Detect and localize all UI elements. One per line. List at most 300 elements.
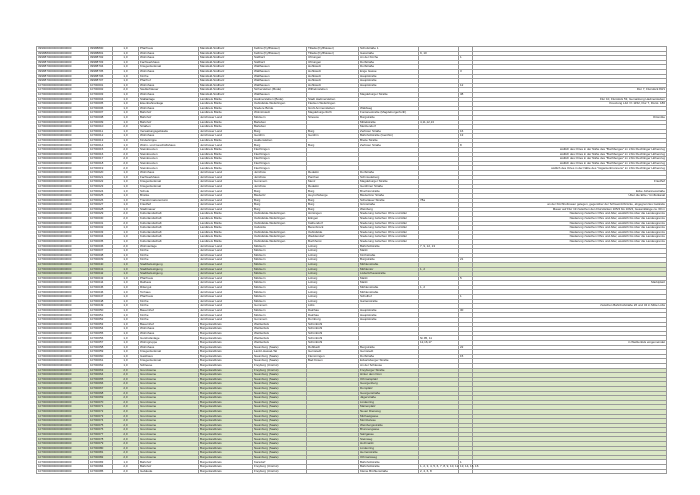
row-count-cell[interactable]: 1,0 <box>113 350 139 355</box>
row-type-cell[interactable]: Grenzsteine <box>139 423 199 428</box>
row-street-cell[interactable]: Weinbergsstraße <box>359 423 419 428</box>
row-district-cell[interactable]: Jerichower Land <box>199 115 253 120</box>
row-locality-cell[interactable]: Magdeburgerforth <box>307 111 359 116</box>
row-code-cell[interactable]: 10700020 <box>89 171 113 176</box>
row-locality-cell[interactable]: Hohlstedt <box>307 79 359 84</box>
row-number-cell[interactable]: 2, 4, 6, 8 <box>419 469 459 474</box>
row-municipality-cell[interactable]: Möckern <box>253 244 307 249</box>
row-street-cell[interactable]: Freyburger Straße <box>359 368 419 373</box>
row-type-cell[interactable]: Siedlerhäuser <box>139 88 199 93</box>
row-street-cell[interactable]: Bahnhofstraße <box>359 244 419 249</box>
row-code-cell[interactable]: 10700052 <box>89 318 113 323</box>
row-type-cell[interactable]: Pfarrhaus <box>139 276 199 281</box>
row-locality-cell[interactable]: Dalchau <box>307 313 359 318</box>
row-locality-cell[interactable]: Uftrungen <box>307 56 359 61</box>
row-count-cell[interactable]: 1,0 <box>113 313 139 318</box>
row-code-cell[interactable]: 10700027 <box>89 203 113 208</box>
row-code-cell[interactable]: 10700047 <box>89 295 113 300</box>
row-code-cell[interactable]: 10700012 <box>89 134 113 139</box>
row-street-cell[interactable]: Bahnhofstraße <box>359 465 419 470</box>
row-code-cell[interactable]: 10700044 <box>89 281 113 286</box>
row-type-cell[interactable]: Kirche <box>139 304 199 309</box>
row-count-cell[interactable]: 2,0 <box>113 419 139 424</box>
row-street-cell[interactable]: Burgstraße <box>359 115 419 120</box>
row-id-cell[interactable]: 10700000000000000000 <box>37 152 89 157</box>
row-district-cell[interactable]: Landkreis Börde <box>199 97 253 102</box>
row-code-cell[interactable]: 10700010 <box>89 125 113 130</box>
row-count-cell[interactable]: 1,0 <box>113 267 139 272</box>
row-type-cell[interactable]: Kulturlandschaft <box>139 239 199 244</box>
row-locality-cell[interactable]: Hohlstedt <box>307 83 359 88</box>
row-value-cell[interactable]: 30 <box>459 308 473 313</box>
row-type-cell[interactable]: Grenzsteine <box>139 382 199 387</box>
row-street-cell[interactable]: Enge Gasse <box>359 69 419 74</box>
row-note-cell[interactable]: Flur 7, Flurstück 83/1 <box>473 88 667 93</box>
row-id-cell[interactable]: 10700000000000000000 <box>37 194 89 199</box>
row-count-cell[interactable]: 1,0 <box>113 331 139 336</box>
row-district-cell[interactable]: Jerichower Land <box>199 281 253 286</box>
row-note-cell[interactable]: Über die Ehle / Umflutkanal <box>473 194 667 199</box>
row-code-cell[interactable]: 10700056 <box>89 336 113 341</box>
row-locality-cell[interactable]: Loburg <box>307 249 359 254</box>
row-code-cell[interactable]: 10700038 <box>89 253 113 258</box>
row-code-cell[interactable]: 10700073 <box>89 414 113 419</box>
row-district-cell[interactable]: Burgenlandkreis <box>199 354 253 359</box>
row-type-cell[interactable]: Wohnhaus <box>139 327 199 332</box>
row-street-cell[interactable]: Burgstraße <box>359 258 419 263</box>
row-district-cell[interactable]: Burgenlandkreis <box>199 423 253 428</box>
row-note-cell[interactable]: Niederung zwischen Ohre und Aller, westlich bis über die Landesgrenze <box>473 230 667 235</box>
row-locality-cell[interactable]: Loburg <box>307 262 359 267</box>
row-municipality-cell[interactable]: Naumburg (Saale) <box>253 409 307 414</box>
row-district-cell[interactable]: Landkreis Börde <box>199 226 253 231</box>
row-district-cell[interactable]: Burgenlandkreis <box>199 414 253 419</box>
row-street-cell[interactable]: Georgenberg <box>359 382 419 387</box>
row-type-cell[interactable]: Gebäude <box>139 469 199 474</box>
row-municipality-cell[interactable]: Karsdorf <box>253 460 307 465</box>
row-district-cell[interactable]: Jerichower Land <box>199 308 253 313</box>
row-type-cell[interactable]: Wohnhaus <box>139 134 199 139</box>
row-municipality-cell[interactable]: Flechtingen <box>253 161 307 166</box>
row-street-cell[interactable]: Weinberg <box>359 207 419 212</box>
row-id-cell[interactable]: 10700000000000000000 <box>37 281 89 286</box>
row-municipality-cell[interactable]: Flechtingen <box>253 148 307 153</box>
row-type-cell[interactable]: Kulturlandschaft <box>139 212 199 217</box>
row-count-cell[interactable]: 2,0 <box>113 400 139 405</box>
row-municipality-cell[interactable]: Naumburg (Saale) <box>253 396 307 401</box>
row-code-cell[interactable]: 10700060 <box>89 354 113 359</box>
row-street-cell[interactable]: Hauptstraße <box>359 308 419 313</box>
row-value-cell[interactable]: 13 <box>459 134 473 139</box>
row-code-cell[interactable]: 10700019 <box>89 166 113 171</box>
row-id-cell[interactable]: 10700000000000000000 <box>37 386 89 391</box>
row-count-cell[interactable]: 1,0 <box>113 207 139 212</box>
row-district-cell[interactable]: Burgenlandkreis <box>199 432 253 437</box>
row-district-cell[interactable]: Landkreis Börde <box>199 216 253 221</box>
row-type-cell[interactable]: Stadtbefestigung <box>139 262 199 267</box>
row-municipality-cell[interactable]: Möckern <box>253 249 307 254</box>
row-code-cell[interactable]: 10700011 <box>89 129 113 134</box>
row-municipality-cell[interactable]: Hadmersleben (Bode) <box>253 97 307 102</box>
row-code-cell[interactable]: 10700028 <box>89 207 113 212</box>
row-locality-cell[interactable]: Menz <box>307 180 359 185</box>
row-type-cell[interactable]: Wohnanlage <box>139 244 199 249</box>
row-street-cell[interactable]: Hauptstraße <box>359 318 419 323</box>
row-type-cell[interactable]: Kulturlandschaft <box>139 230 199 235</box>
row-code-cell[interactable]: 10700017 <box>89 157 113 162</box>
row-type-cell[interactable]: Grenzsteine <box>139 419 199 424</box>
row-locality-cell[interactable]: Loburg <box>307 299 359 304</box>
row-code-cell[interactable]: 10700077 <box>89 432 113 437</box>
row-district-cell[interactable]: Jerichower Land <box>199 304 253 309</box>
row-count-cell[interactable]: 1,0 <box>113 354 139 359</box>
row-id-cell[interactable]: 10700000000000000000 <box>37 308 89 313</box>
row-municipality-cell[interactable]: Oebisfelde-Weferlingen <box>253 235 307 240</box>
row-district-cell[interactable]: Burgenlandkreis <box>199 322 253 327</box>
row-district-cell[interactable]: Landkreis Börde <box>199 125 253 130</box>
row-code-cell[interactable]: 10700037 <box>89 249 113 254</box>
row-count-cell[interactable]: 1,0 <box>113 262 139 267</box>
row-count-cell[interactable]: 2,0 <box>113 377 139 382</box>
row-type-cell[interactable]: Grenzsteine <box>139 377 199 382</box>
row-id-cell[interactable]: 09988700000000000000 <box>37 74 89 79</box>
row-type-cell[interactable]: Grenzsteine <box>139 373 199 378</box>
row-municipality-cell[interactable]: Weißenfels <box>253 341 307 346</box>
row-type-cell[interactable]: Fachwerkhaus <box>139 60 199 65</box>
row-municipality-cell[interactable]: Möckern <box>253 295 307 300</box>
row-type-cell[interactable]: Wohnhaus <box>139 69 199 74</box>
row-type-cell[interactable]: Schule <box>139 189 199 194</box>
row-code-cell[interactable]: 10700085 <box>89 469 113 474</box>
row-type-cell[interactable]: Steinkreuzen <box>139 166 199 171</box>
row-id-cell[interactable]: 10700000000000000000 <box>37 451 89 456</box>
row-municipality-cell[interactable]: Weißenfels <box>253 331 307 336</box>
row-count-cell[interactable]: 2,0 <box>113 244 139 249</box>
row-locality-cell[interactable]: Bad Kösen <box>307 359 359 364</box>
row-id-cell[interactable]: 10700000000000000000 <box>37 120 89 125</box>
row-municipality-cell[interactable]: Freyburg (Unstrut) <box>253 465 307 470</box>
row-code-cell[interactable]: 10700002 <box>89 88 113 93</box>
row-municipality-cell[interactable]: Burg <box>253 198 307 203</box>
row-district-cell[interactable]: Jerichower Land <box>199 198 253 203</box>
row-code-cell[interactable]: 10700006 <box>89 106 113 111</box>
row-count-cell[interactable]: 2,0 <box>113 166 139 171</box>
row-locality-cell[interactable]: Stresow <box>307 115 359 120</box>
row-id-cell[interactable]: 10700000000000000000 <box>37 207 89 212</box>
row-code-cell[interactable]: 10700046 <box>89 290 113 295</box>
row-municipality-cell[interactable]: Naumburg (Saale) <box>253 391 307 396</box>
row-count-cell[interactable]: 1,0 <box>113 129 139 134</box>
row-code-cell[interactable]: 10700051 <box>89 313 113 318</box>
row-district-cell[interactable]: Burgenlandkreis <box>199 341 253 346</box>
row-municipality-cell[interactable]: Gommern <box>253 180 307 185</box>
row-id-cell[interactable]: 10700000000000000000 <box>37 129 89 134</box>
row-value-cell[interactable]: 22 <box>459 345 473 350</box>
row-note-cell[interactable]: südlich des Ortes in der Nähe des "Gigantenbrunnens" im LSG Flechtinger Höhenzug <box>473 166 667 171</box>
row-municipality-cell[interactable]: Wallhausen <box>253 74 307 79</box>
row-street-cell[interactable]: Bahnhofstraße (Genthin) <box>359 134 419 139</box>
row-count-cell[interactable]: 1,0 <box>113 235 139 240</box>
row-street-cell[interactable]: Niederung zwischen Ohre und Aller <box>359 230 419 235</box>
row-id-cell[interactable]: 09988700000000000000 <box>37 60 89 65</box>
row-street-cell[interactable]: Kirchstraße <box>359 253 419 258</box>
row-street-cell[interactable]: Domplatz <box>359 386 419 391</box>
row-street-cell[interactable]: Neuer Dienweg <box>359 409 419 414</box>
row-id-cell[interactable]: 10700000000000000000 <box>37 161 89 166</box>
row-count-cell[interactable]: 2,0 <box>113 432 139 437</box>
row-code-cell[interactable]: 10700004 <box>89 97 113 102</box>
row-id-cell[interactable]: 10700000000000000000 <box>37 354 89 359</box>
row-note-cell[interactable]: südlich des Ortes in der Nähe des "Buchberges" im LSG Flechtinger Höhenzug <box>473 157 667 162</box>
row-district-cell[interactable]: Landkreis Börde <box>199 239 253 244</box>
row-code-cell[interactable]: 10700005 <box>89 102 113 107</box>
row-code-cell[interactable]: 10700076 <box>89 428 113 433</box>
row-type-cell[interactable]: Kirche <box>139 299 199 304</box>
row-count-cell[interactable]: 1,0 <box>113 74 139 79</box>
row-code-cell[interactable]: 10700057 <box>89 341 113 346</box>
row-count-cell[interactable]: 1,0 <box>113 345 139 350</box>
row-id-cell[interactable]: 10700000000000000000 <box>37 230 89 235</box>
row-municipality-cell[interactable]: Calvörde <box>253 226 307 231</box>
row-street-cell[interactable]: Niederung zwischen Ohre und Aller <box>359 226 419 231</box>
row-count-cell[interactable]: 1,0 <box>113 143 139 148</box>
row-municipality-cell[interactable]: Lanitz-Hassel-Tal <box>253 350 307 355</box>
row-id-cell[interactable]: 10700000000000000000 <box>37 442 89 447</box>
row-count-cell[interactable]: 1,0 <box>113 102 139 107</box>
row-count-cell[interactable]: 1,0 <box>113 239 139 244</box>
row-municipality-cell[interactable]: Möckern <box>253 299 307 304</box>
row-id-cell[interactable]: 10700000000000000000 <box>37 382 89 387</box>
row-code-cell[interactable]: 10700048 <box>89 299 113 304</box>
row-type-cell[interactable]: Schleuse <box>139 363 199 368</box>
row-id-cell[interactable]: 10700000000000000000 <box>37 446 89 451</box>
row-type-cell[interactable]: Pfarrhaus <box>139 47 199 52</box>
row-street-cell[interactable]: Niederung zwischen Ohre und Aller <box>359 235 419 240</box>
row-value-cell[interactable]: 38 <box>459 92 473 97</box>
row-locality-cell[interactable]: Flecken Weferlingen <box>307 102 359 107</box>
row-type-cell[interactable]: Kirche <box>139 258 199 263</box>
row-municipality-cell[interactable]: Biederitz <box>253 194 307 199</box>
row-type-cell[interactable]: Kriegerdenkmal <box>139 180 199 185</box>
row-code-cell[interactable]: 10700082 <box>89 455 113 460</box>
row-value-cell[interactable] <box>459 469 473 474</box>
row-street-cell[interactable]: Schartauer Straße <box>359 198 419 203</box>
row-municipality-cell[interactable]: Barleben <box>253 125 307 130</box>
row-municipality-cell[interactable]: Sichersleben (Bode) <box>253 88 307 93</box>
row-municipality-cell[interactable]: Oebisfelde-Weferlingen <box>253 216 307 221</box>
row-municipality-cell[interactable]: Naumburg (Saale) <box>253 405 307 410</box>
row-district-cell[interactable]: Burgenlandkreis <box>199 391 253 396</box>
row-locality-cell[interactable]: Loburg <box>307 295 359 300</box>
row-type-cell[interactable]: Brücke <box>139 194 199 199</box>
row-district-cell[interactable]: Mansfeld-Südharz <box>199 47 253 52</box>
row-type-cell[interactable]: Wohnhaus <box>139 331 199 336</box>
row-count-cell[interactable]: 1,0 <box>113 120 139 125</box>
row-count-cell[interactable]: 1,0 <box>113 60 139 65</box>
row-id-cell[interactable]: 09988700000000000000 <box>37 79 89 84</box>
row-code-cell[interactable]: 10700025 <box>89 194 113 199</box>
row-municipality-cell[interactable]: Weißenfels <box>253 336 307 341</box>
row-municipality-cell[interactable]: Flechtingen <box>253 157 307 162</box>
row-count-cell[interactable]: 2,0 <box>113 446 139 451</box>
row-street-cell[interactable]: Mühlentor <box>359 267 419 272</box>
row-type-cell[interactable]: Stadtmauer <box>139 207 199 212</box>
row-note-cell[interactable]: Niederung zwischen Ohre und Aller, westlich bis über die Landesgrenze <box>473 221 667 226</box>
row-type-cell[interactable]: Grenzsteine <box>139 400 199 405</box>
row-count-cell[interactable]: 1,0 <box>113 308 139 313</box>
row-locality-cell[interactable]: Flemmingen <box>307 354 359 359</box>
row-code-cell[interactable]: 10700054 <box>89 327 113 332</box>
row-district-cell[interactable]: Jerichower Land <box>199 244 253 249</box>
row-locality-cell[interactable]: Schönbühl <box>307 331 359 336</box>
row-code-cell[interactable]: 10700033 <box>89 230 113 235</box>
row-street-cell[interactable]: Dorfstraße <box>359 354 419 359</box>
row-count-cell[interactable]: 2,0 <box>113 442 139 447</box>
row-street-cell[interactable]: An der Schleuse <box>359 363 419 368</box>
row-code-cell[interactable]: 10700034 <box>89 235 113 240</box>
row-district-cell[interactable]: Burgenlandkreis <box>199 377 253 382</box>
row-count-cell[interactable]: 1,0 <box>113 51 139 56</box>
row-count-cell[interactable]: 1,0 <box>113 295 139 300</box>
row-count-cell[interactable]: 1,0 <box>113 304 139 309</box>
row-type-cell[interactable]: Wohnhaus <box>139 83 199 88</box>
row-district-cell[interactable]: Jerichower Land <box>199 171 253 176</box>
row-code-cell[interactable]: 10700035 <box>89 239 113 244</box>
row-locality-cell[interactable]: Stadt Hadmersleben <box>307 97 359 102</box>
row-count-cell[interactable]: 2,0 <box>113 455 139 460</box>
row-count-cell[interactable]: 1,0 <box>113 97 139 102</box>
row-district-cell[interactable]: Mansfeld-Südharz <box>199 83 253 88</box>
row-district-cell[interactable]: Burgenlandkreis <box>199 350 253 355</box>
row-locality-cell[interactable]: Kathendorf <box>307 221 359 226</box>
row-type-cell[interactable]: Kirche <box>139 253 199 258</box>
row-id-cell[interactable]: 10700000000000000000 <box>37 235 89 240</box>
row-type-cell[interactable]: Kirche <box>139 249 199 254</box>
row-id-cell[interactable]: 09988700000000000000 <box>37 69 89 74</box>
row-municipality-cell[interactable]: Möckern <box>253 115 307 120</box>
row-street-cell[interactable]: Niederung zwischen Ohre und Aller <box>359 216 419 221</box>
row-id-cell[interactable]: 10700000000000000000 <box>37 115 89 120</box>
row-locality-cell[interactable]: Buchhorst <box>307 239 359 244</box>
row-district-cell[interactable]: Burgenlandkreis <box>199 460 253 465</box>
row-code-cell[interactable]: 10700078 <box>89 437 113 442</box>
row-count-cell[interactable]: 1,0 <box>113 138 139 143</box>
row-municipality-cell[interactable]: Wallhausen <box>253 92 307 97</box>
row-locality-cell[interactable]: Loburg <box>307 276 359 281</box>
row-street-cell[interactable]: Salzgasse <box>359 432 419 437</box>
row-count-cell[interactable]: 2,0 <box>113 405 139 410</box>
row-code-cell[interactable]: 10700009 <box>89 120 113 125</box>
row-note-cell[interactable]: Flur 10, Flurstück 53, Gemarkung Hadmersleben <box>473 97 667 102</box>
row-locality-cell[interactable]: Burg <box>307 129 359 134</box>
row-type-cell[interactable]: Wohnhaus <box>139 345 199 350</box>
row-code-cell[interactable]: 10700031 <box>89 221 113 226</box>
row-street-cell[interactable]: Niederung zwischen Ohre und Aller <box>359 221 419 226</box>
row-type-cell[interactable]: Kulturlandschaft <box>139 216 199 221</box>
row-street-cell[interactable]: Moritzwiese <box>359 419 419 424</box>
row-code-cell[interactable]: 10700042 <box>89 272 113 277</box>
row-id-cell[interactable]: 10700000000000000000 <box>37 253 89 258</box>
row-street-cell[interactable]: Marienplatz <box>359 405 419 410</box>
row-municipality-cell[interactable]: Naumburg (Saale) <box>253 400 307 405</box>
row-note-cell[interactable]: Niederung zwischen Ohre und Aller, westlich bis über die Landesgrenze <box>473 216 667 221</box>
row-district-cell[interactable]: Burgenlandkreis <box>199 419 253 424</box>
row-locality-cell[interactable]: Loburg <box>307 290 359 295</box>
row-street-cell[interactable]: Bruchtorstraße <box>359 189 419 194</box>
row-district-cell[interactable]: Jerichower Land <box>199 272 253 277</box>
row-type-cell[interactable]: Grenzsteine <box>139 437 199 442</box>
row-street-cell[interactable]: Mühlenstraße <box>359 285 419 290</box>
row-count-cell[interactable]: 1,0 <box>113 318 139 323</box>
row-code-cell[interactable]: 10700016 <box>89 152 113 157</box>
row-type-cell[interactable]: Grenzsteine <box>139 405 199 410</box>
row-id-cell[interactable]: 10700000000000000000 <box>37 423 89 428</box>
row-municipality-cell[interactable]: Möckern <box>253 258 307 263</box>
row-number-cell[interactable]: 1, 2 <box>419 285 459 290</box>
row-type-cell[interactable]: Stallanlage <box>139 97 199 102</box>
row-street-cell[interactable]: Zerbster Straße <box>359 129 419 134</box>
row-locality-cell[interactable]: Oebisfelde <box>307 230 359 235</box>
row-locality-cell[interactable]: Hohlstedt <box>307 69 359 74</box>
row-type-cell[interactable]: Bauernhof <box>139 308 199 313</box>
row-count-cell[interactable]: 2,0 <box>113 428 139 433</box>
row-street-cell[interactable]: Gasstraße <box>359 51 419 56</box>
row-district-cell[interactable]: Burgenlandkreis <box>199 345 253 350</box>
row-count-cell[interactable]: 2,0 <box>113 148 139 153</box>
row-street-cell[interactable]: Breite Straße <box>359 138 419 143</box>
row-district-cell[interactable]: Burgenlandkreis <box>199 382 253 387</box>
row-municipality-cell[interactable]: Burg <box>253 189 307 194</box>
row-type-cell[interactable]: Grenzsteine <box>139 409 199 414</box>
row-value-cell[interactable]: 8 <box>459 143 473 148</box>
row-id-cell[interactable]: 10700000000000000000 <box>37 295 89 300</box>
row-code-cell[interactable]: 09988706 <box>89 74 113 79</box>
row-count-cell[interactable]: 2,0 <box>113 465 139 470</box>
row-id-cell[interactable]: 10700000000000000000 <box>37 414 89 419</box>
row-type-cell[interactable]: Friedhof <box>139 203 199 208</box>
row-municipality-cell[interactable]: Haldensleben <box>253 138 307 143</box>
row-street-cell[interactable]: Niederung zwischen Ohre und Aller <box>359 212 419 217</box>
row-count-cell[interactable]: 2,0 <box>113 152 139 157</box>
row-code-cell[interactable]: 10700065 <box>89 377 113 382</box>
row-note-cell[interactable]: südlich des Ortes in der Nähe des "Buchberges" im LSG Flechtinger Höhenzug <box>473 161 667 166</box>
row-count-cell[interactable]: 2,0 <box>113 386 139 391</box>
row-municipality-cell[interactable]: Oebisfelde-Weferlingen <box>253 212 307 217</box>
row-municipality-cell[interactable]: Gommern <box>253 318 307 323</box>
row-district-cell[interactable]: Jerichower Land <box>199 175 253 180</box>
row-id-cell[interactable]: 10700000000000000000 <box>37 143 89 148</box>
row-id-cell[interactable]: 10700000000000000000 <box>37 455 89 460</box>
row-district-cell[interactable]: Burgenlandkreis <box>199 331 253 336</box>
row-street-cell[interactable]: Dorfstraße <box>359 60 419 65</box>
row-id-cell[interactable]: 10700000000000000000 <box>37 322 89 327</box>
row-id-cell[interactable]: 10700000000000000000 <box>37 212 89 217</box>
row-id-cell[interactable]: 10700000000000000000 <box>37 262 89 267</box>
row-count-cell[interactable]: 1,0 <box>113 281 139 286</box>
row-street-cell[interactable]: Brunnengasse <box>359 428 419 433</box>
row-type-cell[interactable]: Kriegerdenkmal <box>139 65 199 70</box>
row-district-cell[interactable]: Jerichower Land <box>199 194 253 199</box>
row-count-cell[interactable]: 2,0 <box>113 414 139 419</box>
row-municipality-cell[interactable]: Möckern <box>253 272 307 277</box>
row-code-cell[interactable]: 10700062 <box>89 363 113 368</box>
row-type-cell[interactable]: Grenzsteine <box>139 446 199 451</box>
row-code-cell[interactable]: 10700039 <box>89 258 113 263</box>
row-type-cell[interactable]: Gasthaus <box>139 354 199 359</box>
row-municipality-cell[interactable]: Oebisfelde-Weferlingen <box>253 102 307 107</box>
row-code-cell[interactable]: 09988705 <box>89 69 113 74</box>
row-municipality-cell[interactable]: Naumburg (Saale) <box>253 345 307 350</box>
